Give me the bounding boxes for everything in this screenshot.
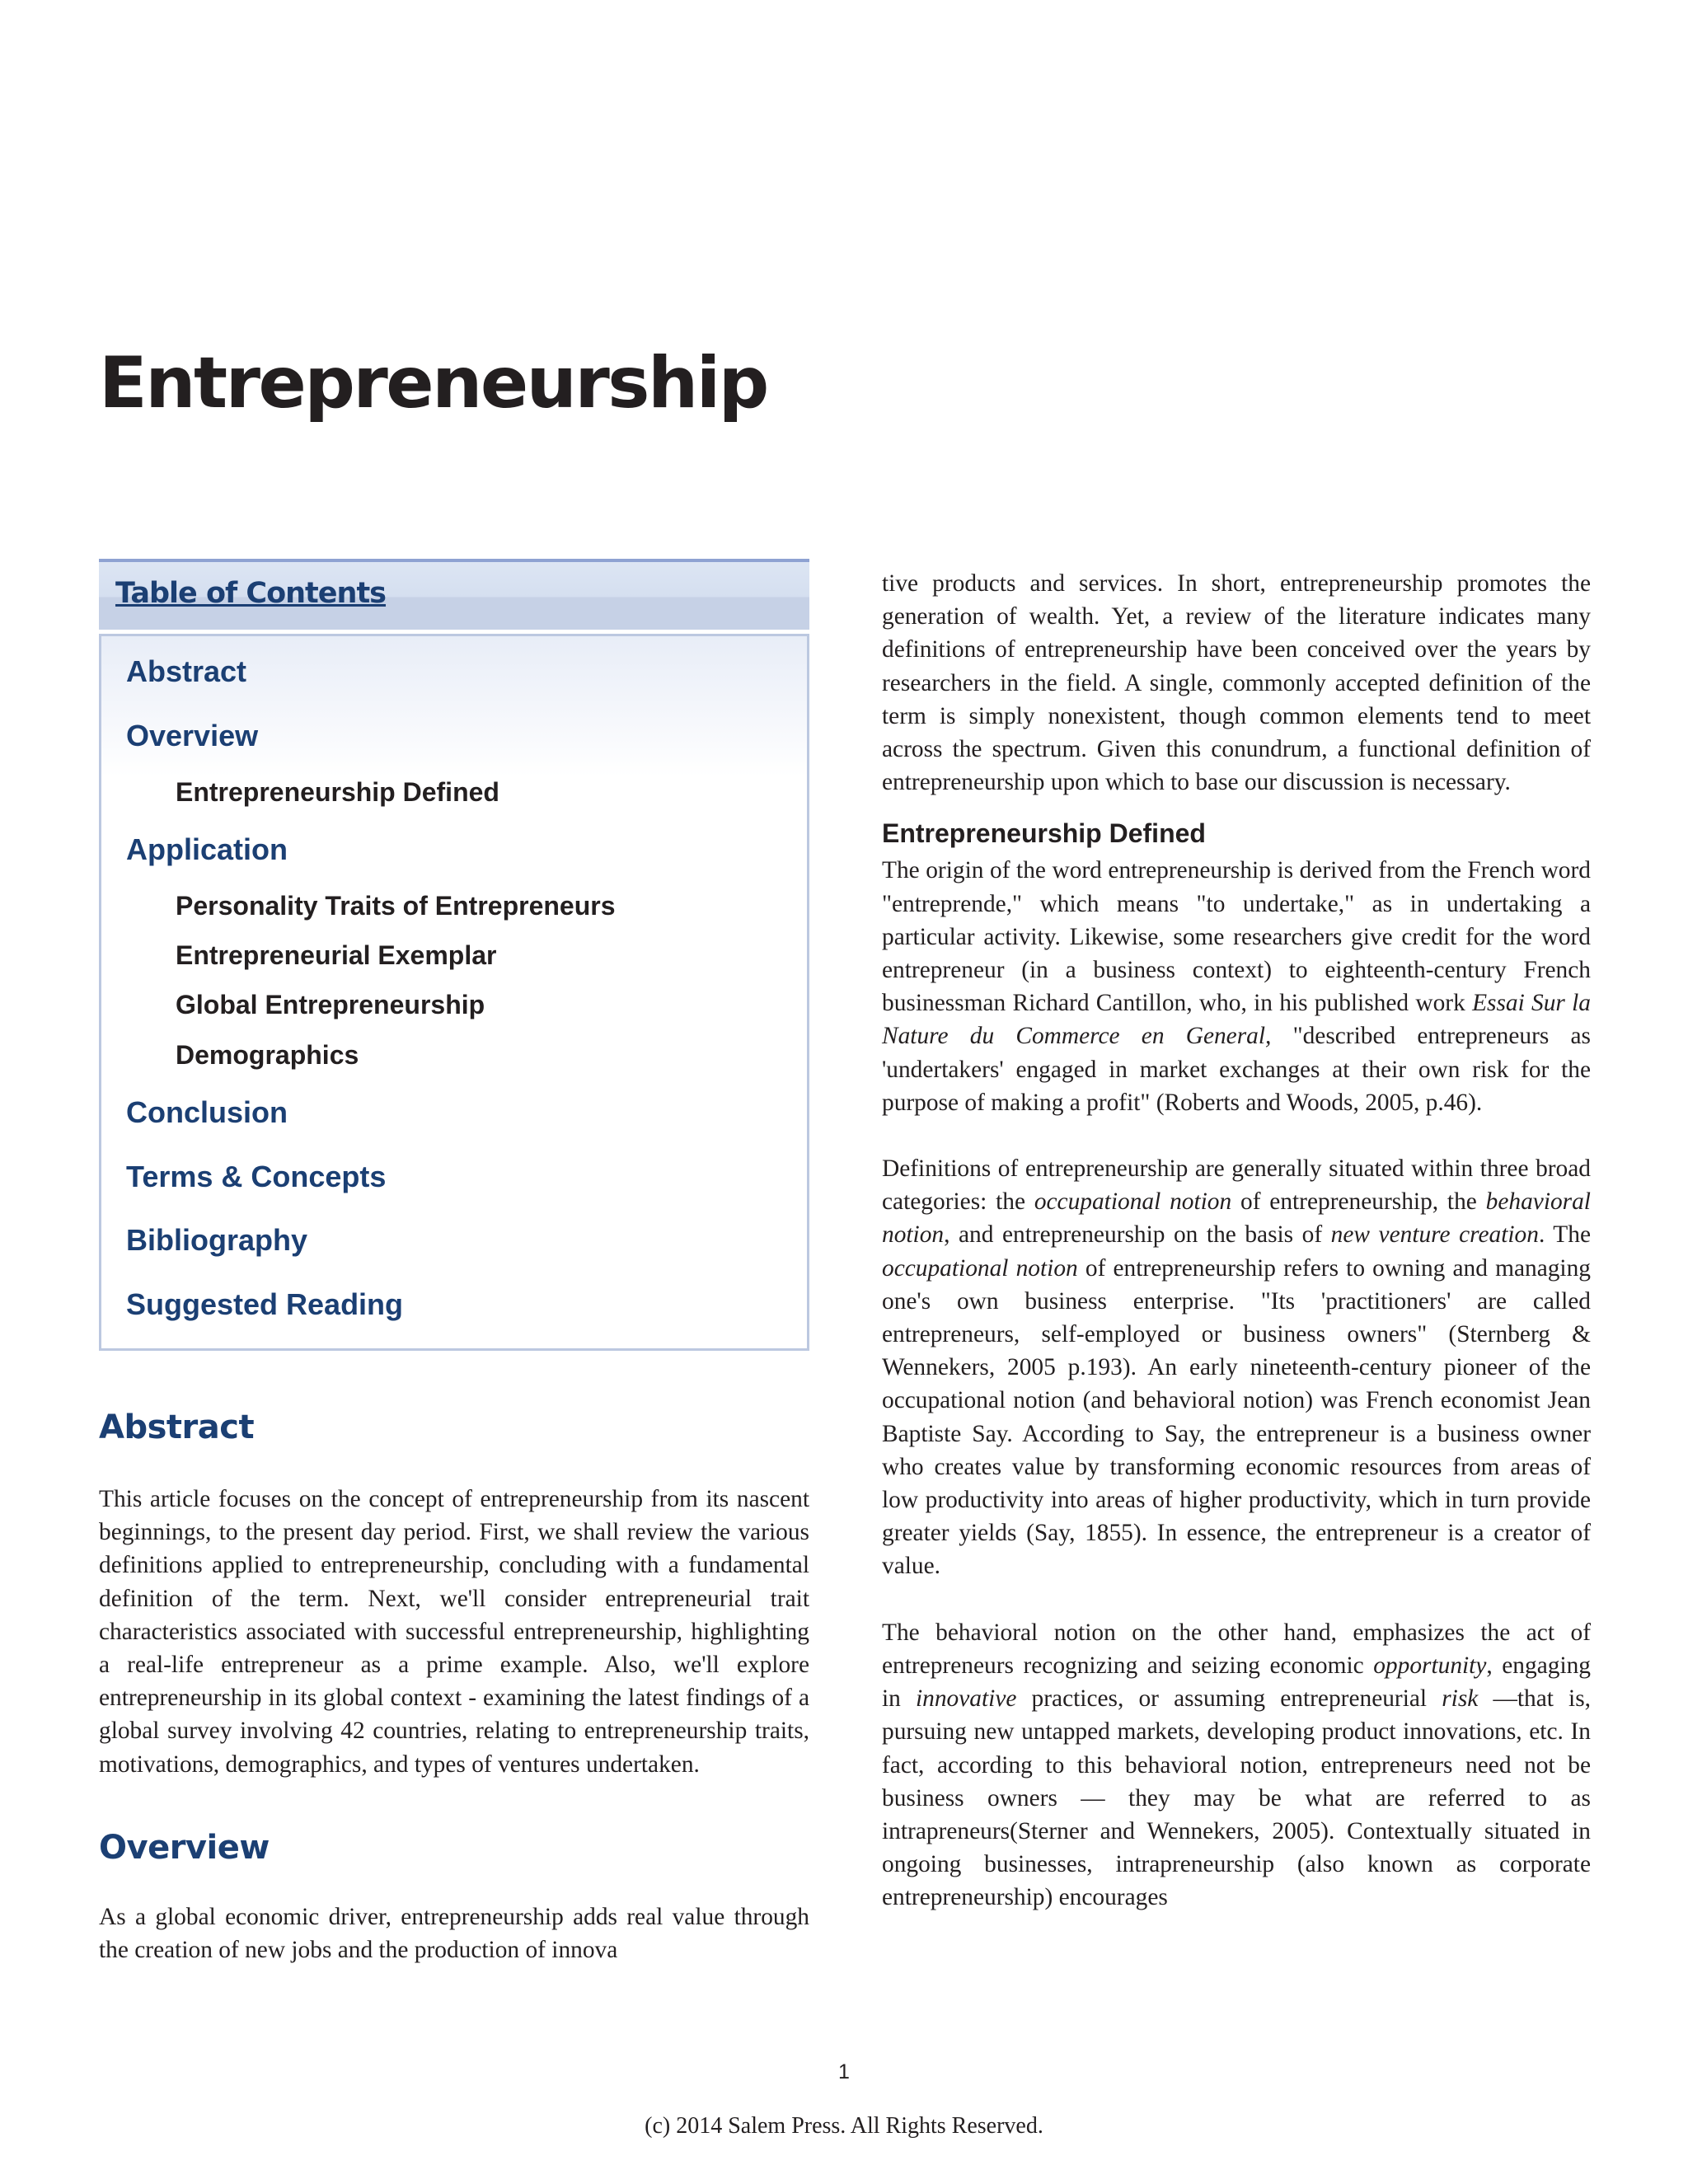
- page-number: 1: [838, 2060, 850, 2083]
- entrepreneurship-defined-heading: Entrepreneurship Defined: [882, 818, 1206, 849]
- toc-item-global-entrepreneurship[interactable]: Global Entrepreneurship: [176, 990, 485, 1019]
- toc-item-bibliography[interactable]: Bibliography: [126, 1223, 308, 1257]
- defined-paragraph-3: The behavioral notion on the other hand, emphasizes the act of entrepreneurs recognizing and seizing economic opportunity, engaging in innovative practices, or assuming entrepreneurial risk —that is, pursuing new untapped markets, developing product innovations, etc. In fact, according to this behavioral notion, entrepreneurs need not be business owners — they may be what are referred to as intrapreneurs(Sterner and Wennekers, 2005). Contextually situated in ongoing businesses, intrapreneurship (also known as corporate entrepreneurship) encourages: [882, 1619, 1591, 1911]
- page-title: Entrepreneurship: [99, 342, 767, 424]
- abstract-text: This article focuses on the concept of entrepreneurship from its nascent beginnings, to the present day period. First, we shall review the various definitions applied to entrepreneurship, concluding with a fundamental definition of the term. Next, we'll consider entrepreneurial trait characteristics associated with successful entrepreneurship, highlighting a real-life entrepreneur as a prime example. Also, we'll explore entrepreneurship in its global context - examining the latest findings of a global survey involving 42 countries, relating to entrepreneurship traits, motivations, demographics, and types of ventures undertaken.: [99, 1486, 809, 1778]
- copyright-notice: (c) 2014 Salem Press. All Rights Reserved.: [645, 2113, 1043, 2139]
- toc-body: [99, 634, 809, 1351]
- toc-item-demographics[interactable]: Demographics: [176, 1040, 359, 1070]
- defined-paragraph-1: The origin of the word entrepreneurship is derived from the French word "entreprende," which means "to undertake," as in undertaking a particular activity. Likewise, some researchers give credit for the word entrepreneur (in a business context) to eighteenth-century French businessman Richard Cantillon, who, in his published work Essai Sur la Nature du Commerce en General, "described entrepreneurs as 'undertakers' engaged in market exchanges at their own risk for the purpose of making a profit" (Roberts and Woods, 2005, p.46).: [882, 857, 1592, 1116]
- toc-item-overview[interactable]: Overview: [126, 719, 259, 752]
- toc-item-conclusion[interactable]: Conclusion: [126, 1095, 288, 1129]
- right-column: [882, 567, 1591, 1915]
- toc-item-entrepreneurial-exemplar[interactable]: Entrepreneurial Exemplar: [176, 940, 497, 970]
- toc-item-suggested-reading[interactable]: Suggested Reading: [126, 1287, 404, 1321]
- overview-heading: Overview: [99, 1828, 270, 1867]
- toc-header: [99, 559, 809, 630]
- toc-item-terms-concepts[interactable]: Terms & Concepts: [126, 1160, 387, 1193]
- overview-text-part1: As a global economic driver, entrepreneurship adds real value through the creation of new jobs and the production of innova: [99, 1903, 809, 1964]
- toc-item-personality-traits[interactable]: Personality Traits of Entrepreneurs: [176, 891, 616, 921]
- defined-paragraph-2: Definitions of entrepreneurship are generally situated within three broad categories: the occupational notion of entrepreneurship, the behavioral notion, and entrepreneurship on the basis of new venture creation. The occupational notion of entrepreneurship refers to owning and managing one's own business enterprise. "Its 'practitioners' are called entrepreneurs, self-employed or business owners" (Sternberg & Wennekers, 2005 p.193). An early nineteenth-century pioneer of the occupational notion (and behavioral notion) was French economist Jean Baptiste Say. According to Say, the entrepreneur is a business owner who creates value by transforming economic resources from areas of low productivity into areas of higher productivity, which in turn provide greater yields (Say, 1855). In essence, the entrepreneur is a creator of value.: [882, 1155, 1591, 1580]
- toc-item-abstract[interactable]: Abstract: [126, 654, 247, 688]
- table-of-contents: [99, 559, 809, 1351]
- overview-text-part2: tive products and services. In short, entrepreneurship promotes the generation of wealth. Yet, a review of the literature indicates many definitions of entrepreneurship have been conceived over the years by researchers in the field. A single, commonly accepted definition of the term is simply nonexistent, though common elements tend to meet across the spectrum. Given this conundrum, a functional definition of entrepreneurship upon which to base our discussion is necessary.: [882, 570, 1591, 796]
- abstract-heading: Abstract: [99, 1408, 255, 1446]
- toc-header-label[interactable]: Table of Contents: [115, 577, 387, 610]
- toc-item-entrepreneurship-defined[interactable]: Entrepreneurship Defined: [176, 777, 499, 807]
- left-column: [99, 559, 809, 1966]
- toc-item-application[interactable]: Application: [126, 832, 288, 866]
